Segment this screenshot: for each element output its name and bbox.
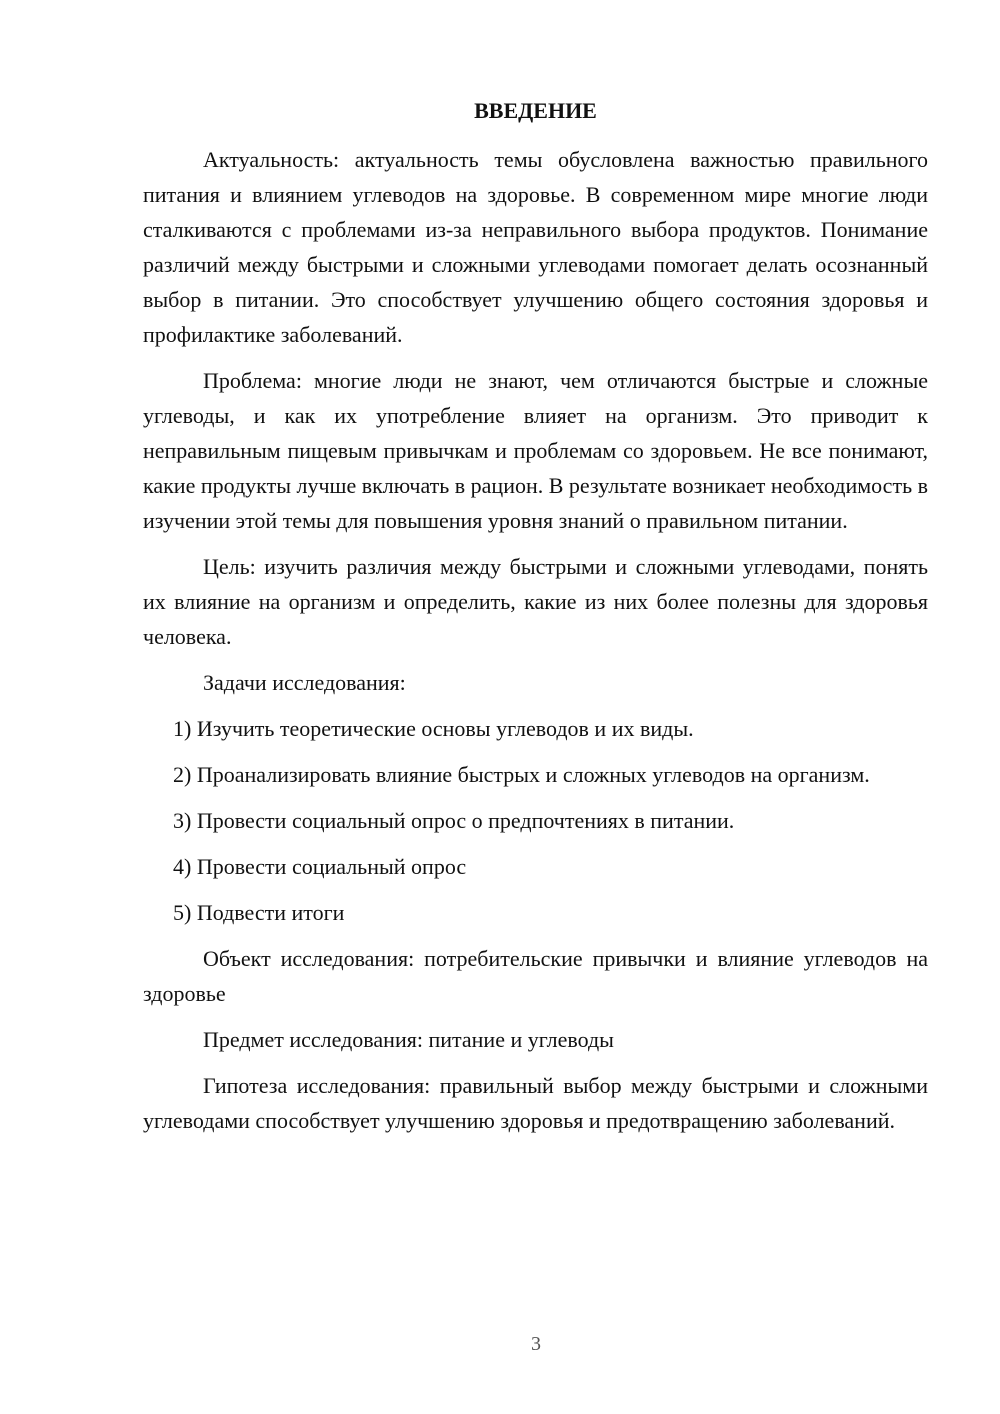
task-item-1: 1) Изучить теоретические основы углеводов и их виды. [173,716,694,741]
page-content [143,94,928,1149]
task-item-3: 3) Провести социальный опрос о предпочтениях в питании. [173,808,735,833]
task-item-5: 5) Подвести итоги [173,900,345,925]
paragraph-relevance: Актуальность: актуальность темы обусловлена важностью правильного питания и влиянием углеводов на здоровье. В современном мире многие люди сталкиваются с проблемами из-за неправильного выбора продуктов. Понимание различий между быстрыми и сложными углеводами помогает делать осознанный выбор в питании. Это способствует улучшению общего состояния здоровья и профилактике заболеваний. [143,147,928,347]
paragraph-goal: Цель: изучить различия между быстрыми и сложными углеводами, понять их влияние на организм и определить, какие из них более полезны для здоровья человека. [143,554,928,649]
page-title: ВВЕДЕНИЕ [474,98,597,123]
page-number: 3 [531,1333,541,1355]
paragraph-hypothesis: Гипотеза исследования: правильный выбор между быстрыми и сложными углеводами способствует улучшению здоровья и предотвращению заболеваний. [143,1073,928,1133]
paragraph-problem: Проблема: многие люди не знают, чем отличаются быстрые и сложные углеводы, и как их употребление влияет на организм. Это приводит к неправильным пищевым привычкам и проблемам со здоровьем. Не все понимают, какие продукты лучше включать в рацион. В результате возникает необходимость в изучении этой темы для повышения уровня знаний о правильном питании. [143,368,928,533]
task-item-4: 4) Провести социальный опрос [173,854,467,879]
task-item-2: 2) Проанализировать влияние быстрых и сложных углеводов на организм. [173,762,870,787]
tasks-heading: Задачи исследования: [203,670,406,695]
paragraph-subject: Предмет исследования: питание и углеводы [203,1027,614,1052]
paragraph-object: Объект исследования: потребительские привычки и влияние углеводов на здоровье [143,946,928,1006]
